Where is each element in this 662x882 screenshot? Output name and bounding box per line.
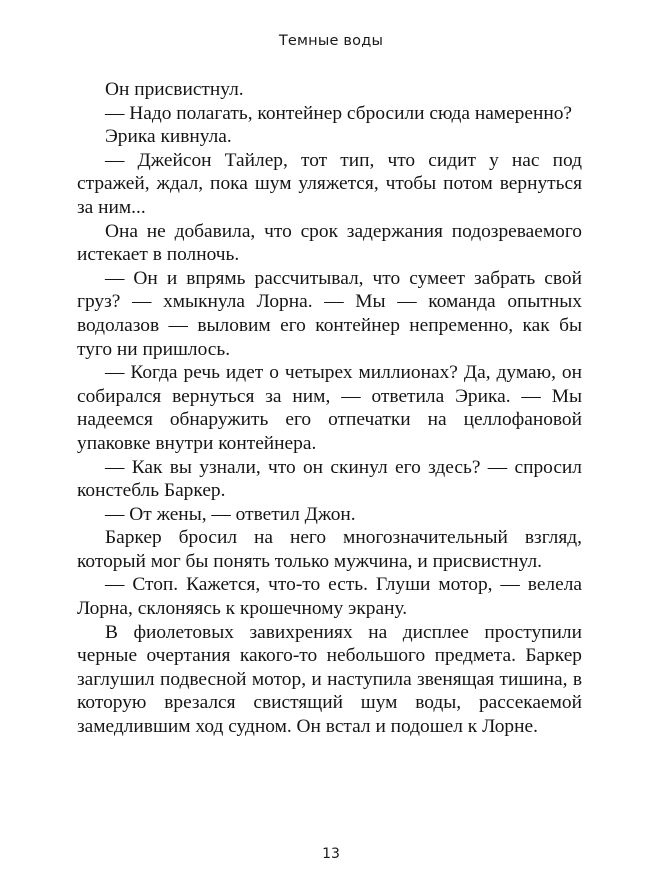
- paragraph: — Стоп. Кажется, что-то есть. Глуши мотор, — велела Лорна, склоняясь к крошечному экрану.: [77, 574, 582, 620]
- running-head: Темные воды: [278, 33, 384, 49]
- paragraph: Он присвистнул.: [105, 79, 244, 100]
- paragraph: — От жены, — ответил Джон.: [105, 503, 356, 525]
- paragraph: — Джейсон Тайлер, тот тип, что сидит у нас под стражей, ждал, пока шум уляжется, чтобы потом вернуться за ним...: [77, 149, 582, 218]
- paragraph: — Как вы узнали, что он скинул его здесь? — спросил констебль Баркер.: [77, 456, 582, 502]
- paragraph: — Он и впрямь рассчитывал, что сумеет забрать свой груз? — хмыкнула Лорна. — Мы — команда опытных водолазов — выловим его контейнер непременно, как бы туго ни пришлось.: [77, 267, 582, 360]
- paragraph: В фиолетовых завихрениях на дисплее проступили черные очертания какого-то небольшого предмета. Баркер заглушил подвесной мотор, и наступила звенящая тишина, в которую врезался свистящий шум воды, рассекаемой замедлившим ход судном. Он встал и подошел к Лорне.: [77, 621, 582, 738]
- paragraph: — Когда речь идет о четырех миллионах? Да, думаю, он собирался вернуться за ним, — ответила Эрика. — Мы надеемся обнаружить его отпечатки на целлофановой упаковке внутри контейнера.: [77, 362, 582, 454]
- page-number: 13: [322, 846, 340, 862]
- paragraph: Она не добавила, что срок задержания подозреваемого истекает в полночь.: [77, 220, 582, 266]
- paragraph: Баркер бросил на него многозначительный взгляд, который мог бы понять только мужчина, и присвистнул.: [77, 527, 582, 572]
- paragraph: Эрика кивнула.: [105, 126, 232, 148]
- paragraph: — Надо полагать, контейнер сбросили сюда намеренно?: [105, 102, 573, 124]
- body-text: [77, 78, 582, 739]
